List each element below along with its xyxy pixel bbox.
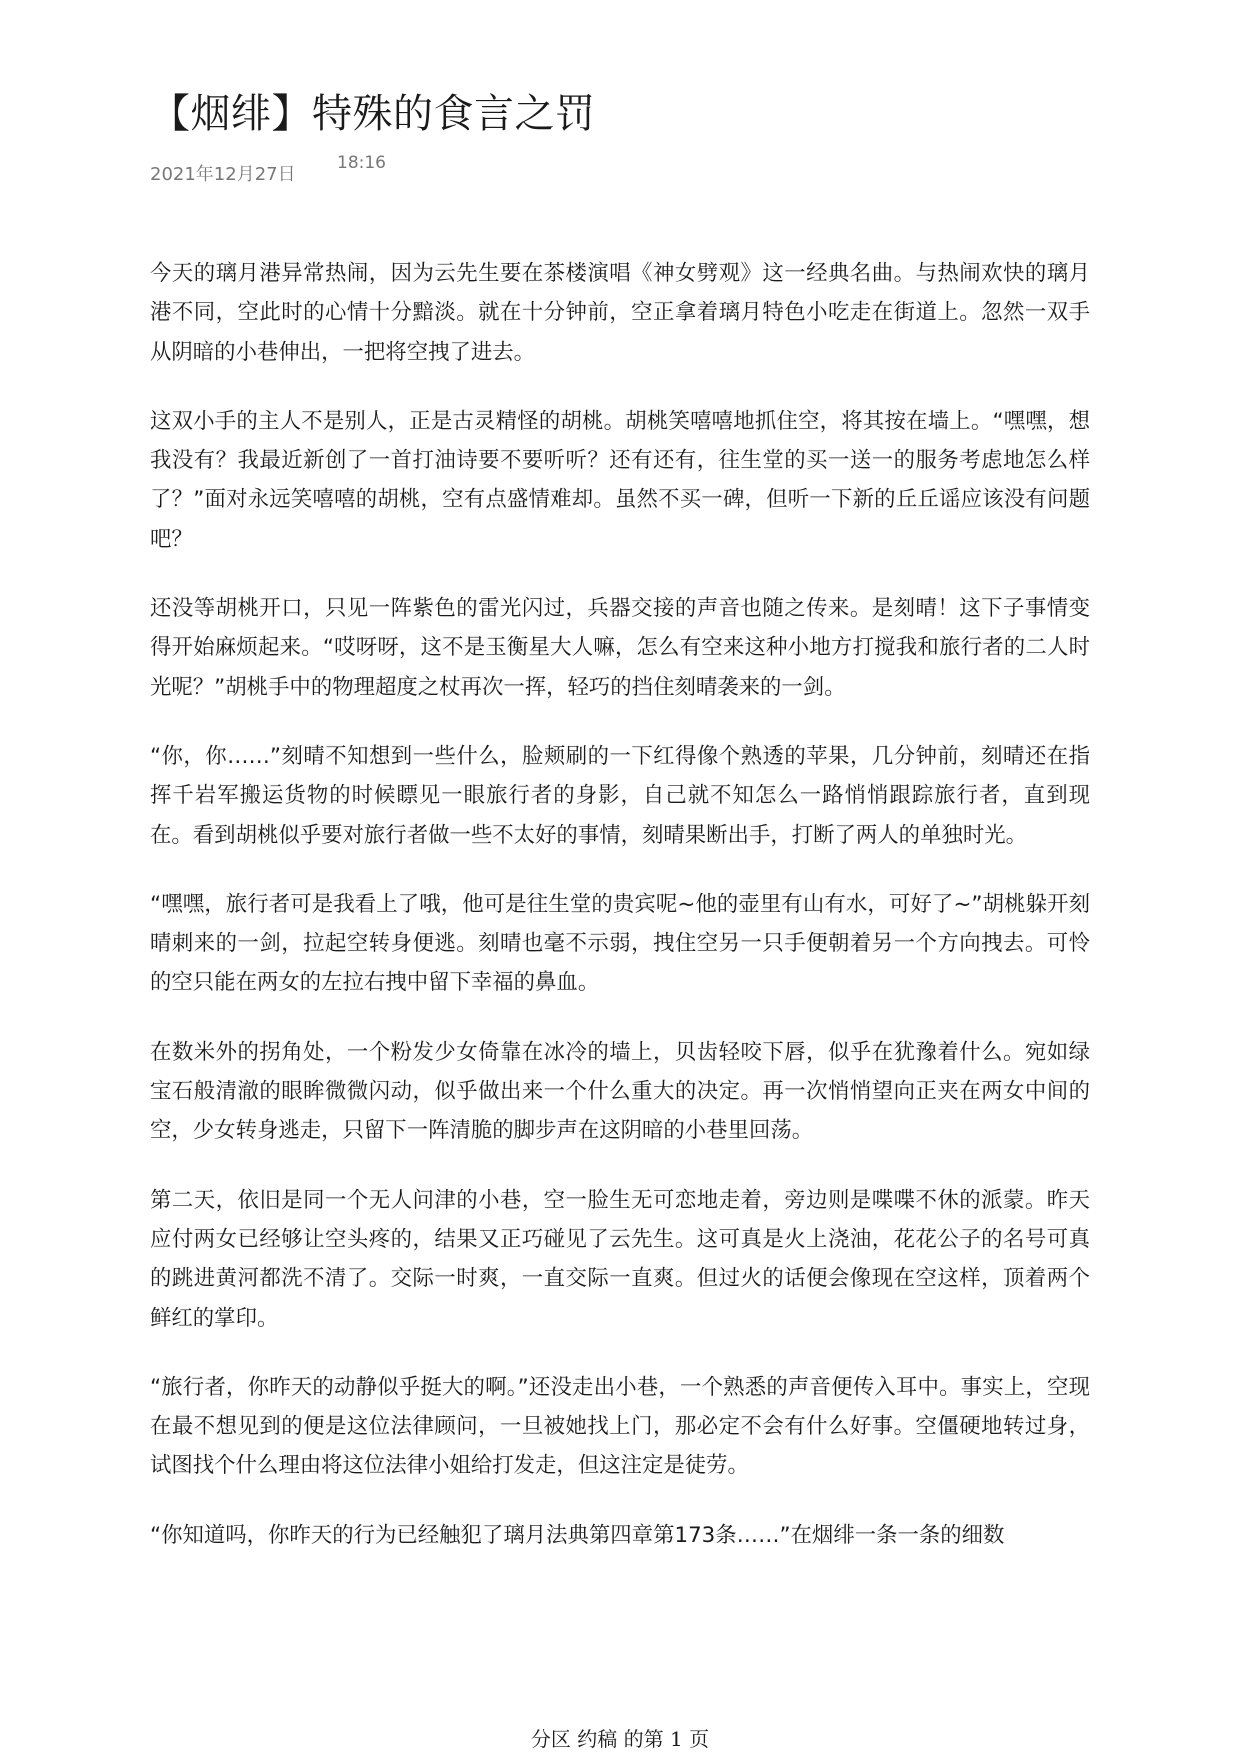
article-body (150, 254, 1090, 1585)
paragraph-6: 在数米外的拐角处，一个粉发少女倚靠在冰冷的墙上，贝齿轻咬下唇，似乎在犹豫着什么。宛如绿宝石般清澈的眼眸微微闪动，似乎做出来一个什么重大的决定。再一次悄悄望向正夹在两女中间的空，少女转身逃走，只留下一阵清脆的脚步声在这阴暗的小巷里回荡。 (150, 1039, 1090, 1144)
paragraph-2: 这双小手的主人不是别人，正是古灵精怪的胡桃。胡桃笑嘻嘻地抓住空，将其按在墙上。“嘿嘿，想我没有？我最近新创了一首打油诗要不要听听？还有还有，往生堂的买一送一的服务考虑地怎么样了？”面对永远笑嘻嘻的胡桃，空有点盛情难却。虽然不买一碑，但听一下新的丘丘谣应该没有问题吧？ (150, 408, 1090, 552)
paragraph-3: 还没等胡桃开口，只见一阵紫色的雷光闪过，兵器交接的声音也随之传来。是刻晴！这下子事情变得开始麻烦起来。“哎呀呀，这不是玉衡星大人嘛，怎么有空来这种小地方打搅我和旅行者的二人时光呢？”胡桃手中的物理超度之杖再次一挥，轻巧的挡住刻晴袭来的一剑。 (150, 596, 1090, 700)
paragraph-7: 第二天，依旧是同一个无人问津的小巷，空一脸生无可恋地走着，旁边则是喋喋不休的派蒙。昨天应付两女已经够让空头疼的，结果又正巧碰见了云先生。这可真是火上浇油，花花公子的名号可真的跳进黄河都洗不清了。交际一时爽，一直交际一直爽。但过火的话便会像现在空这样，顶着两个鲜红的掌印。 (150, 1187, 1090, 1331)
paragraph-4: “你，你……”刻晴不知想到一些什么，脸颊刷的一下红得像个熟透的苹果，几分钟前，刻晴还在指挥千岩军搬运货物的时候瞟见一眼旅行者的身影，自己就不知怎么一路悄悄跟踪旅行者，直到现在。看到胡桃似乎要对旅行者做一些不太好的事情，刻晴果断出手，打断了两人的单独时光。 (150, 743, 1090, 848)
article-date: 2021年12月27日 (150, 164, 296, 185)
paragraph-5: “嘿嘿，旅行者可是我看上了哦，他可是往生堂的贵宾呢~他的壶里有山有水，可好了~”胡桃躲开刻晴刺来的一剑，拉起空转身便逃。刻晴也毫不示弱，拽住空另一只手便朝着另一个方向拽去。可怜的空只能在两女的左拉右拽中留下幸福的鼻血。 (150, 891, 1090, 996)
article-title: 【烟绯】特殊的食言之罚 (150, 91, 596, 137)
paragraph-9: “你知道吗，你昨天的行为已经触犯了璃月法典第四章第173条……”在烟绯一条一条的细数 (150, 1522, 1005, 1548)
page-footer: 分区 约稿 的第 1 页 (530, 1727, 710, 1751)
article-time: 18:16 (337, 153, 386, 173)
paragraph-1: 今天的璃月港异常热闹，因为云先生要在茶楼演唱《神女劈观》这一经典名曲。与热闹欢快的璃月港不同，空此时的心情十分黯淡。就在十分钟前，空正拿着璃月特色小吃走在街道上。忽然一双手从阴暗的小巷伸出，一把将空拽了进去。 (150, 261, 1090, 365)
paragraph-8: “旅行者，你昨天的动静似乎挺大的啊。”还没走出小巷，一个熟悉的声音便传入耳中。事实上，空现在最不想见到的便是这位法律顾问，一旦被她找上门，那必定不会有什么好事。空僵硬地转过身，试图找个什么理由将这位法律小姐给打发走，但这注定是徒劳。 (150, 1374, 1090, 1479)
